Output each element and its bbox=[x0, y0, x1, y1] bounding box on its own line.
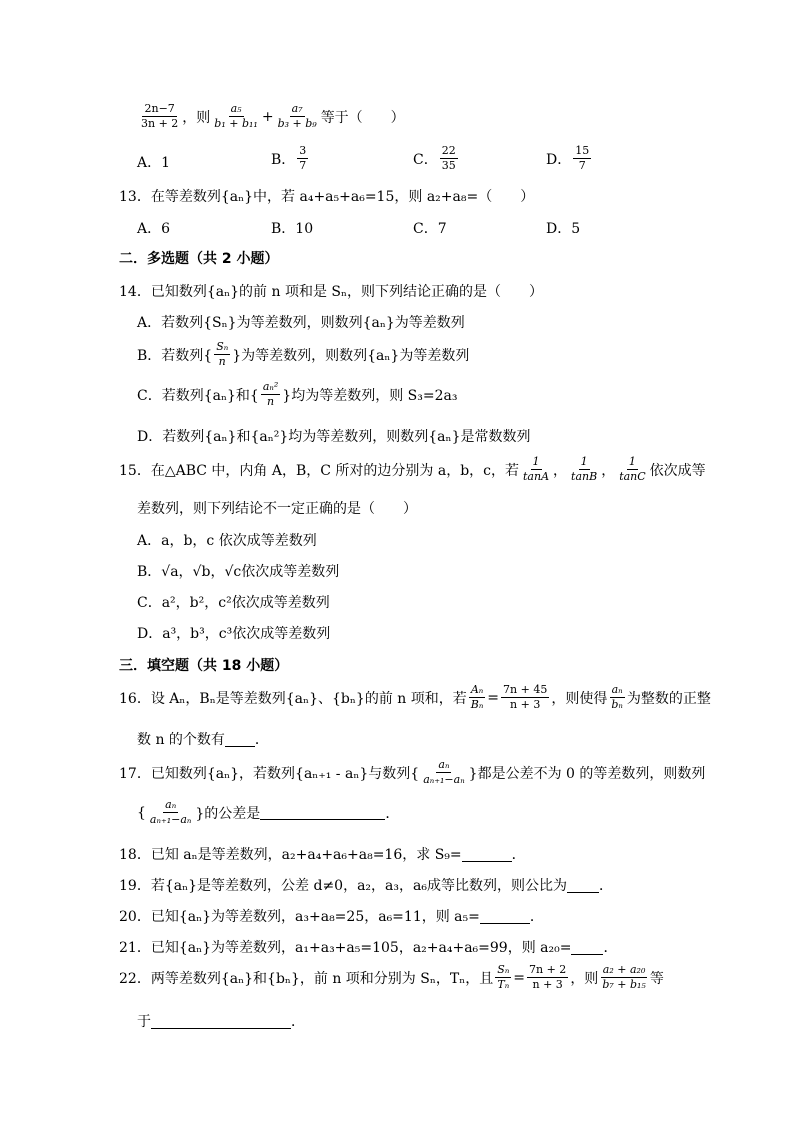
option-a[interactable]: A．a，b，c 依次成等差数列 bbox=[137, 533, 317, 549]
option-c[interactable]: C． $\frac{22}{35}$ bbox=[413, 144, 456, 172]
fraction: $\frac{7n + 45}{n + 3}$ bbox=[503, 683, 548, 711]
fraction: $\frac{\text{aₙ}}{\text{aₙ₊₁−aₙ}}$ bbox=[149, 798, 192, 826]
fraction: $\frac{\text{a₅}}{\text{b₁ + b₁₁}}$ bbox=[214, 102, 258, 130]
fraction: $\frac{\text{aₙ²}}{n}$ bbox=[262, 380, 279, 408]
option-d[interactable]: D． $\frac{15}{7}$ bbox=[546, 144, 590, 172]
fraction: $\frac{\text{Aₙ}}{\text{Bₙ}}$ bbox=[470, 683, 484, 711]
option-c[interactable]: C．若数列{aₙ}和{ $\frac{\text{aₙ²}}{n}$ }均为等差数列，则 S₃=2a₃ bbox=[137, 380, 458, 408]
answer-blank[interactable] bbox=[225, 732, 255, 747]
answer-blank[interactable] bbox=[480, 909, 530, 924]
fraction: $\frac{2n-7}{3n + 2}$ bbox=[141, 102, 179, 130]
answer-blank[interactable] bbox=[260, 805, 385, 820]
option-b[interactable]: B．若数列{ $\frac{\text{Sₙ}}{n}$ }为等差数列，则数列{aₙ}为等差数列 bbox=[137, 340, 470, 368]
fraction: $\frac{\text{aₙ}}{\text{aₙ₊₁−aₙ}}$ bbox=[423, 758, 465, 786]
question-15: 15．在△ABC 中，内角 A，B，C 所对的边分别为 a，b，c，若 $\frac{1}{\tan A}$ ， $\frac{1}{\tan B}$ ， $\frac{1}{\tan C}$ 依次成等 bbox=[119, 455, 706, 483]
fraction: $\frac{\text{a₇}}{\text{b₃ + b₉}}$ bbox=[277, 102, 317, 130]
question-14: 14．已知数列{aₙ}的前 n 项和是 Sₙ，则下列结论正确的是（ ） bbox=[119, 284, 544, 300]
answer-blank[interactable] bbox=[462, 847, 512, 862]
answer-blank[interactable] bbox=[571, 940, 603, 955]
option-a[interactable]: A．若数列{Sₙ}为等差数列，则数列{aₙ}为等差数列 bbox=[137, 315, 465, 331]
option-b[interactable]: B．√a，√b，√c依次成等差数列 bbox=[137, 564, 340, 580]
answer-blank[interactable] bbox=[567, 878, 599, 893]
fraction: $\frac{3}{7}$ bbox=[299, 144, 307, 172]
option-d[interactable]: D．若数列{aₙ}和{aₙ²}均为等差数列，则数列{aₙ}是常数数列 bbox=[137, 429, 531, 445]
option-d[interactable]: D．5 bbox=[546, 221, 581, 237]
q12-stem: $\frac{2n-7}{3n + 2}$ ，则 $\frac{\text{a₅}}{\text{b₁ + b₁₁}}$ + $\frac{\text{a₇}}{\text{b₃ + b₉}}$ 等于（ ） bbox=[141, 102, 405, 130]
fraction: $\frac{\text{Sₙ}}{n}$ bbox=[216, 340, 229, 368]
question-19: 19．若{aₙ}是等差数列，公差 d≠0，a₂，a₃，a₆成等比数列，则公比为 ． bbox=[119, 878, 613, 894]
question-13: 13．在等差数列{aₙ}中，若 a₄+a₅+a₆=15，则 a₂+a₈=（ ） bbox=[119, 189, 535, 205]
option-c[interactable]: C．7 bbox=[413, 221, 447, 237]
option-b[interactable]: B．10 bbox=[271, 221, 314, 237]
question-16-line2: 数 n 的个数有 ． bbox=[137, 732, 269, 748]
section-heading: 三．填空题（共 18 小题） bbox=[119, 658, 289, 674]
fraction: $\frac{\text{a₂ + a₂₀}}{\text{b₇ + b₁₅}}$ bbox=[602, 963, 646, 991]
question-18: 18．已知 aₙ是等差数列，a₂+a₄+a₆+a₈=16，求 S₉= ． bbox=[119, 847, 526, 863]
section-heading: 二．多选题（共 2 小题） bbox=[119, 251, 279, 267]
fraction: $\frac{22}{35}$ bbox=[441, 144, 456, 172]
fraction: $\frac{15}{7}$ bbox=[575, 144, 590, 172]
fraction: $\frac{\text{Sₙ}}{\text{Tₙ}}$ bbox=[497, 963, 510, 991]
fraction: $\frac{1}{\tan C}$ bbox=[619, 455, 646, 483]
option-d[interactable]: D．a³，b³，c³依次成等差数列 bbox=[137, 626, 331, 642]
question-17: 17．已知数列{aₙ}，若数列{aₙ₊₁ - aₙ}与数列{ $\frac{\text{aₙ}}{\text{aₙ₊₁−aₙ}}$ }都是公差不为 0 的等差数列，则数列 bbox=[119, 758, 706, 786]
fraction: $\frac{\text{aₙ}}{\text{bₙ}}$ bbox=[611, 683, 623, 711]
option-a[interactable]: A．1 bbox=[137, 155, 171, 171]
question-22: 22．两等差数列{aₙ}和{bₙ}，前 n 项和分别为 Sₙ，Tₙ，且 $\frac{\text{Sₙ}}{\text{Tₙ}}$ = $\frac{7n + 2}{n + 3}$ ，则 $\frac{\text{a₂ + a₂₀}}{\text{b₇ + b₁₅}}$ 等 bbox=[119, 963, 664, 991]
fraction: $\frac{1}{\tan B}$ bbox=[571, 455, 598, 483]
option-a[interactable]: A．6 bbox=[137, 221, 171, 237]
question-22-line2: 于 ． bbox=[137, 1014, 305, 1030]
option-b[interactable]: B． $\frac{3}{7}$ bbox=[271, 144, 307, 172]
question-15-line2: 差数列，则下列结论不一定正确的是（ ） bbox=[137, 501, 417, 517]
fraction: $\frac{1}{\tan A}$ bbox=[523, 455, 550, 483]
option-c[interactable]: C．a²，b²，c²依次成等差数列 bbox=[137, 595, 330, 611]
answer-blank[interactable] bbox=[151, 1014, 291, 1029]
fraction: $\frac{7n + 2}{n + 3}$ bbox=[529, 963, 567, 991]
question-17-line2: { $\frac{\text{aₙ}}{\text{aₙ₊₁−aₙ}}$ }的公差是 ． bbox=[137, 798, 400, 826]
question-21: 21．已知{aₙ}为等差数列，a₁+a₃+a₅=105，a₂+a₄+a₆=99，则 a₂₀= ． bbox=[119, 940, 618, 956]
question-20: 20．已知{aₙ}为等差数列，a₃+a₈=25，a₆=11，则 a₅= ． bbox=[119, 909, 544, 925]
question-16: 16．设 Aₙ，Bₙ是等差数列{aₙ}、{bₙ}的前 n 项和，若 $\frac{\text{Aₙ}}{\text{Bₙ}}$ = $\frac{7n + 45}{n + 3}$ ，则使得 $\frac{\text{aₙ}}{\text{bₙ}}$ 为整数的正整 bbox=[119, 683, 711, 711]
